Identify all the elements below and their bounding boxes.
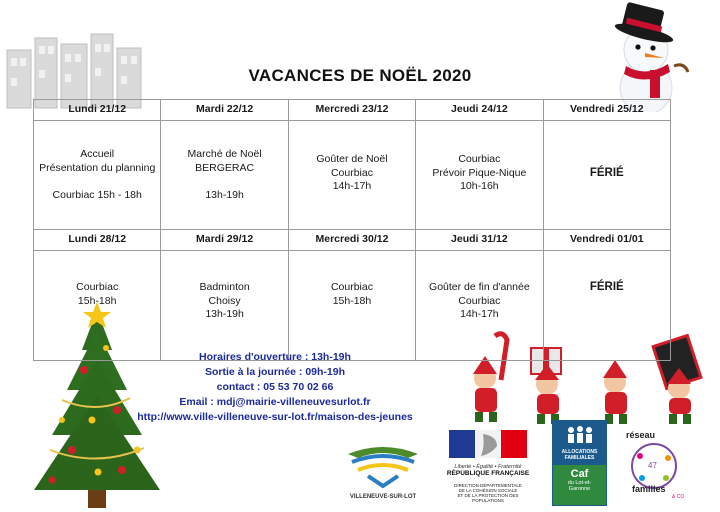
table-row-week1 (34, 121, 671, 230)
table-header-row-week1 (34, 100, 671, 121)
day-header: Mercredi 30/12 (288, 230, 415, 251)
caf-family-icon (565, 425, 595, 445)
activity-line: Prévoir Pique-Nique (432, 166, 527, 179)
activity-cell (161, 251, 288, 361)
contact-email[interactable]: Email : mdj@mairie-villeneuvesurlot.fr (179, 396, 371, 408)
activity-cell (161, 121, 288, 230)
activity-line: Goûter de fin d'année (429, 281, 530, 293)
activity-line: Présentation du planning (39, 161, 156, 174)
activity-line: 14h-17h (460, 308, 499, 320)
caf-top-line: FAMILIALES (564, 455, 595, 461)
day-header: Jeudi 31/12 (416, 230, 543, 251)
activity-line: 14h-17h (332, 180, 372, 192)
holiday-cell: FÉRIÉ (543, 251, 670, 361)
activity-line: Courbiac (330, 166, 373, 179)
activity-line: BERGERAC (195, 161, 255, 174)
day-header: Lundi 21/12 (34, 100, 161, 121)
reseau-familles-logo (618, 428, 690, 504)
activity-cell (34, 121, 161, 230)
activity-line: Goûter de Noël (316, 153, 388, 165)
activity-line: Courbiac (458, 294, 501, 307)
activity-cell (288, 251, 415, 361)
rf-department-line: ET DE LA PROTECTION DES POPULATIONS (457, 493, 519, 503)
caf-name: Caf (570, 468, 589, 480)
activity-line (161, 175, 287, 189)
activity-line: Courbiac 15h - 18h (52, 188, 142, 201)
activity-cell (416, 121, 543, 230)
day-header: Mercredi 23/12 (288, 100, 415, 121)
activity-line: Choisy (208, 294, 241, 307)
activity-line: Accueil (80, 148, 115, 160)
reseau-top: réseau (626, 430, 656, 440)
table-row-week2 (34, 251, 671, 361)
page-title: VACANCES DE NOËL 2020 (248, 66, 472, 85)
activity-line: Courbiac (458, 153, 501, 165)
activity-line: 15h-18h (332, 294, 372, 307)
caf-top-band (553, 421, 606, 465)
day-trip-hours: Sortie à la journée : 09h-19h (204, 366, 346, 378)
rf-name: RÉPUBLIQUE FRANÇAISE (446, 470, 530, 477)
caf-top-line: ALLOCATIONS (561, 449, 598, 455)
contact-phone: contact : 05 53 70 02 66 (216, 381, 334, 393)
holiday-cell: FÉRIÉ (543, 121, 670, 230)
caf-logo (552, 420, 607, 506)
day-header: Mardi 29/12 (161, 230, 288, 251)
activity-line: 13h-19h (205, 188, 244, 201)
info-block (120, 350, 430, 425)
activity-line: 10h-16h (460, 180, 499, 192)
activity-line: Courbiac (330, 281, 373, 293)
day-header: Vendredi 25/12 (543, 100, 670, 121)
marianne-flag-icon (443, 430, 533, 458)
rf-department-line: DE LA COHÉSION SOCIALE (458, 488, 518, 493)
caf-sub-line: Garonne (568, 486, 591, 492)
day-header: Jeudi 24/12 (416, 100, 543, 121)
villeneuve-label: VILLENEUVE-SUR-LOT (349, 494, 417, 500)
activity-line: Courbiac (76, 281, 119, 293)
activity-line: 15h-18h (77, 294, 117, 307)
day-header: Vendredi 01/01 (543, 230, 670, 251)
activity-cell (288, 121, 415, 230)
activity-cell (34, 251, 161, 361)
villeneuve-logo (338, 440, 428, 506)
reseau-bottom: familles (632, 484, 666, 494)
table-header-row-week2 (34, 230, 671, 251)
day-header: Mardi 22/12 (161, 100, 288, 121)
reseau-co: & CO (672, 494, 685, 500)
republique-francaise-logo (443, 430, 533, 508)
snowman-illustration (598, 0, 698, 112)
rf-department (443, 483, 533, 503)
caf-bottom-band (553, 465, 606, 505)
schedule-table (33, 99, 671, 361)
activity-line: 13h-19h (205, 308, 244, 320)
activity-cell (416, 251, 543, 361)
activity-line: Badminton (199, 281, 250, 293)
reseau-number: 47 (648, 461, 657, 470)
villeneuve-emblem-icon (338, 440, 428, 490)
website-link[interactable]: http://www.ville-villeneuve-sur-lot.fr/maison-des-jeunes (137, 411, 413, 423)
opening-hours: Horaires d'ouverture : 13h-19h (199, 351, 351, 363)
rf-motto: Liberté • Égalité • Fraternité (454, 464, 522, 470)
day-header: Lundi 28/12 (34, 230, 161, 251)
rf-department-line: DIRECTION DÉPARTEMENTALE (454, 483, 522, 488)
activity-line (34, 175, 160, 189)
caf-sub-line: du Lot-et- (567, 480, 592, 486)
activity-line: Marché de Noël (187, 148, 262, 160)
